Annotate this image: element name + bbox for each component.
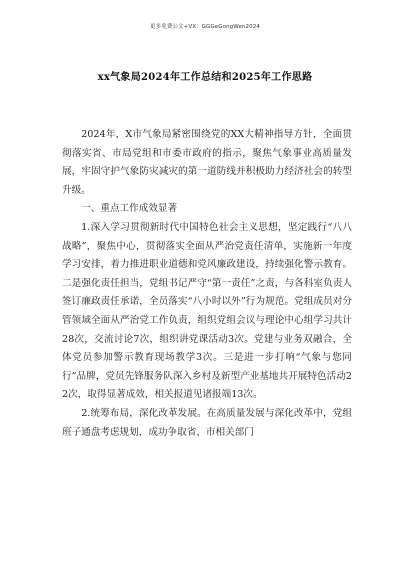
document-title: xx气象局2024年工作总结和2025年工作思路 xyxy=(97,72,313,83)
document-body xyxy=(62,126,352,442)
header-watermark: 更多免费公文+VX：GGGeGongWen2024 xyxy=(150,24,260,30)
section-heading-1: 一、重点工作成效显著 xyxy=(81,203,178,215)
intro-paragraph: 2024年，X市气象局紧密围绕党的XX大精神指导方针，全面贯彻落实省、市局党组和市委市政府的指示，聚焦气象事业高质量发展，牢固守护气象防灾减灾的第一道防线并积极助力经济社会的转型升级。 xyxy=(62,129,352,196)
body-paragraph-2: 2.统筹布局，深化改革发展。在高质量发展与深化改革中，党组班子通盘考虑规划，成功争取省、市相关部门 xyxy=(62,407,352,438)
body-paragraph-1: 1.深入学习贯彻新时代中国特色社会主义思想，坚定践行“八八战略”，聚焦中心，贯彻落实全面从严治党责任清单，实施新一年度学习安排，着力推进职业道德和党风廉政建设，持续强化警示教育。二是强化责任担当，党组书记严守“第一责任”之责，与各科室负责人签订廉政责任承诺，全员落实“八小时以外”行为规范。党组成员对分管领域全面从严治党工作负责，组织党组会议与理论中心组学习共计28次，交流讨论7次，组织讲党课活动3次。党建与业务双融合，全体党员参加警示教育现场教学3次。三是进一步打响“气象与您同行”品牌，党员先锋服务队深入乡村及新型产业基地共开展特色活动22次，取得显著成效，相关报道见诸报端13次。 xyxy=(62,221,352,401)
